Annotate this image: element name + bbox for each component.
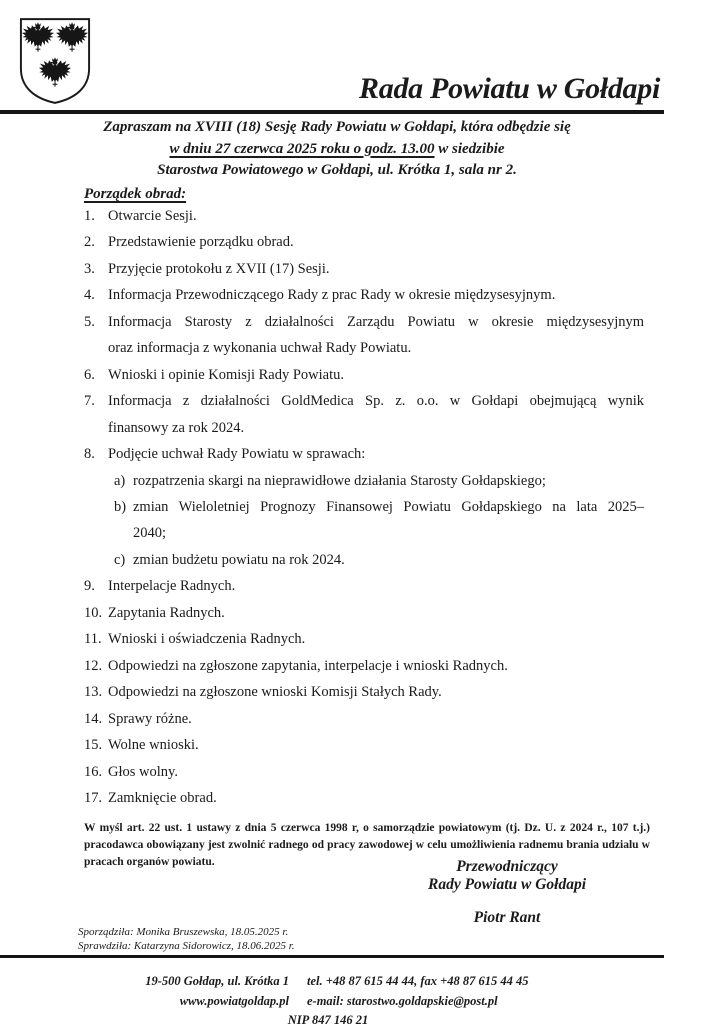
item-text-line-2: oraz informacja z wykonania uchwał Rady Powiatu. bbox=[108, 340, 412, 357]
agenda-item-16 bbox=[84, 759, 644, 785]
item-number: 15. bbox=[84, 737, 103, 754]
item-number: 7. bbox=[84, 393, 95, 410]
footer-address: 19-500 Gołdap, ul. Krótka 1 bbox=[145, 974, 289, 988]
agenda-subitem-b bbox=[114, 494, 644, 547]
item-number: 3. bbox=[84, 260, 95, 277]
item-text: Interpelacje Radnych. bbox=[108, 578, 236, 595]
invitation-line-1: Zapraszam na XVIII (18) Sesję Rady Powiatu w Gołdapi, która odbędzie się bbox=[103, 119, 571, 135]
agenda-item-15 bbox=[84, 732, 644, 758]
subitem-text-line-2: 2040; bbox=[133, 525, 167, 542]
item-text: Sprawy różne. bbox=[108, 710, 192, 727]
subitem-text: zmian budżetu powiatu na rok 2024. bbox=[133, 551, 345, 568]
agenda-item-9 bbox=[84, 573, 644, 599]
item-number: 17. bbox=[84, 789, 103, 806]
item-number: 6. bbox=[84, 366, 95, 383]
signature-block bbox=[340, 858, 674, 927]
signature-name: Piotr Rant bbox=[473, 909, 541, 926]
footer-right-column bbox=[307, 972, 529, 1011]
item-number: 5. bbox=[84, 313, 95, 330]
footer-email: e-mail: starostwo.goldapskie@post.pl bbox=[307, 993, 498, 1008]
item-number: 12. bbox=[84, 657, 103, 674]
subitem-marker: a) bbox=[114, 472, 126, 489]
item-text: Głos wolny. bbox=[108, 763, 178, 780]
agenda-subitem-c bbox=[114, 547, 644, 573]
checked-by-note: Sprawdziła: Katarzyna Sidorowicz, 18.06.2025 r. bbox=[78, 940, 295, 952]
subitem-text-line-1: zmian Wieloletniej Prognozy Finansowej Powiatu Gołdapskiego na lata 2025– bbox=[133, 498, 644, 515]
item-text: Przyjęcie protokołu z XVII (17) Sesji. bbox=[108, 260, 330, 277]
agenda-item-3 bbox=[84, 256, 644, 282]
agenda-item-6 bbox=[84, 362, 644, 388]
signature-role-line-2: Rady Powiatu w Gołdapi bbox=[427, 875, 587, 893]
agenda-item-2 bbox=[84, 229, 644, 255]
item-text-line-1: Informacja Starosty z działalności Zarządu Powiatu w okresie międzysesyjnym bbox=[108, 313, 644, 330]
invitation-line-3: Starostwa Powiatowego w Gołdapi, ul. Krótka 1, sala nr 2. bbox=[157, 162, 517, 178]
invitation-line-2 bbox=[37, 139, 637, 161]
item-number: 13. bbox=[84, 684, 103, 701]
agenda-item-17 bbox=[84, 785, 644, 811]
agenda-heading: Porządek obrad: bbox=[84, 186, 187, 202]
item-number: 9. bbox=[84, 578, 95, 595]
item-text: Zapytania Radnych. bbox=[108, 604, 225, 621]
item-text: Zamknięcie obrad. bbox=[108, 789, 217, 806]
subitem-text: rozpatrzenia skargi na nieprawidłowe działania Starosty Gołdapskiego; bbox=[133, 472, 546, 489]
invitation-date-underlined: w dniu 27 czerwca 2025 roku o godz. 13.00 bbox=[169, 140, 435, 157]
item-number: 11. bbox=[84, 631, 102, 648]
agenda-item-7 bbox=[84, 388, 644, 441]
item-number: 2. bbox=[84, 234, 95, 251]
footer-nip: NIP 847 146 21 bbox=[287, 1013, 369, 1027]
header-rule bbox=[0, 110, 664, 114]
item-text: Otwarcie Sesji. bbox=[108, 208, 197, 224]
coat-of-arms-icon bbox=[18, 16, 92, 106]
item-number: 16. bbox=[84, 763, 103, 780]
agenda-list bbox=[84, 203, 644, 811]
coat-of-arms bbox=[18, 16, 92, 106]
item-text: Informacja Przewodniczącego Rady z prac Rady w okresie międzysesyjnym. bbox=[108, 287, 556, 304]
item-number: 4. bbox=[84, 287, 95, 304]
invitation-line-2-rest: w siedzibie bbox=[434, 140, 505, 157]
document-notes bbox=[78, 925, 295, 953]
agenda-item-11 bbox=[84, 626, 644, 652]
agenda-item-12 bbox=[84, 653, 644, 679]
subitem-marker: b) bbox=[114, 498, 127, 515]
item-text: Podjęcie uchwał Rady Powiatu w sprawach: bbox=[108, 446, 366, 463]
footer-rule bbox=[0, 955, 664, 958]
subitem-marker: c) bbox=[114, 551, 126, 568]
agenda-item-4 bbox=[84, 282, 644, 308]
footer-website: www.powiatgoldap.pl bbox=[179, 993, 289, 1008]
agenda-item-13 bbox=[84, 679, 644, 705]
item-number: 14. bbox=[84, 710, 103, 727]
item-number: 8. bbox=[84, 446, 95, 463]
footer-left-column bbox=[40, 972, 289, 1011]
legal-note: W myśl art. 22 ust. 1 ustawy z dnia 5 czerwca 1998 r, o samorządzie powiatowym (tj. Dz. U. z 2024 r., 107 t.j.) pracodawca obowiązany jest zwolnić radnego od pracy zawodowej w celu umożliwienia radnemu brania udzialu w pracach organów powiatu. bbox=[84, 822, 650, 868]
item-text: Wolne wnioski. bbox=[108, 737, 199, 754]
agenda-item-8 bbox=[84, 441, 644, 467]
item-number: 1. bbox=[84, 208, 95, 224]
prepared-by-note: Sporządziła: Monika Bruszewska, 18.05.2025 r. bbox=[78, 926, 289, 938]
agenda-item-10 bbox=[84, 600, 644, 626]
page-title: Rada Powiatu w Gołdapi bbox=[359, 72, 660, 105]
item-text: Odpowiedzi na zgłoszone zapytania, interpelacje i wnioski Radnych. bbox=[108, 657, 508, 674]
agenda-item-1 bbox=[84, 203, 644, 229]
item-text: Wnioski i opinie Komisji Rady Powiatu. bbox=[108, 366, 345, 383]
item-text: Odpowiedzi na zgłoszone wnioski Komisji Stałych Rady. bbox=[108, 684, 442, 701]
item-text: Wnioski i oświadczenia Radnych. bbox=[108, 631, 306, 648]
item-text-line-1: Informacja z działalności GoldMedica Sp. z. o.o. w Gołdapi obejmującą wynik bbox=[108, 393, 644, 410]
agenda-item-14 bbox=[84, 706, 644, 732]
signature-role-line-1: Przewodniczący bbox=[456, 858, 558, 875]
invitation bbox=[37, 117, 637, 182]
item-number: 10. bbox=[84, 604, 103, 621]
agenda-item-5 bbox=[84, 309, 644, 362]
item-text: Przedstawienie porządku obrad. bbox=[108, 234, 294, 251]
agenda-subitem-a bbox=[114, 468, 644, 494]
item-text-line-2: finansowy za rok 2024. bbox=[108, 419, 245, 436]
footer-phone: tel. +48 87 615 44 44, fax +48 87 615 44 45 bbox=[307, 974, 529, 988]
